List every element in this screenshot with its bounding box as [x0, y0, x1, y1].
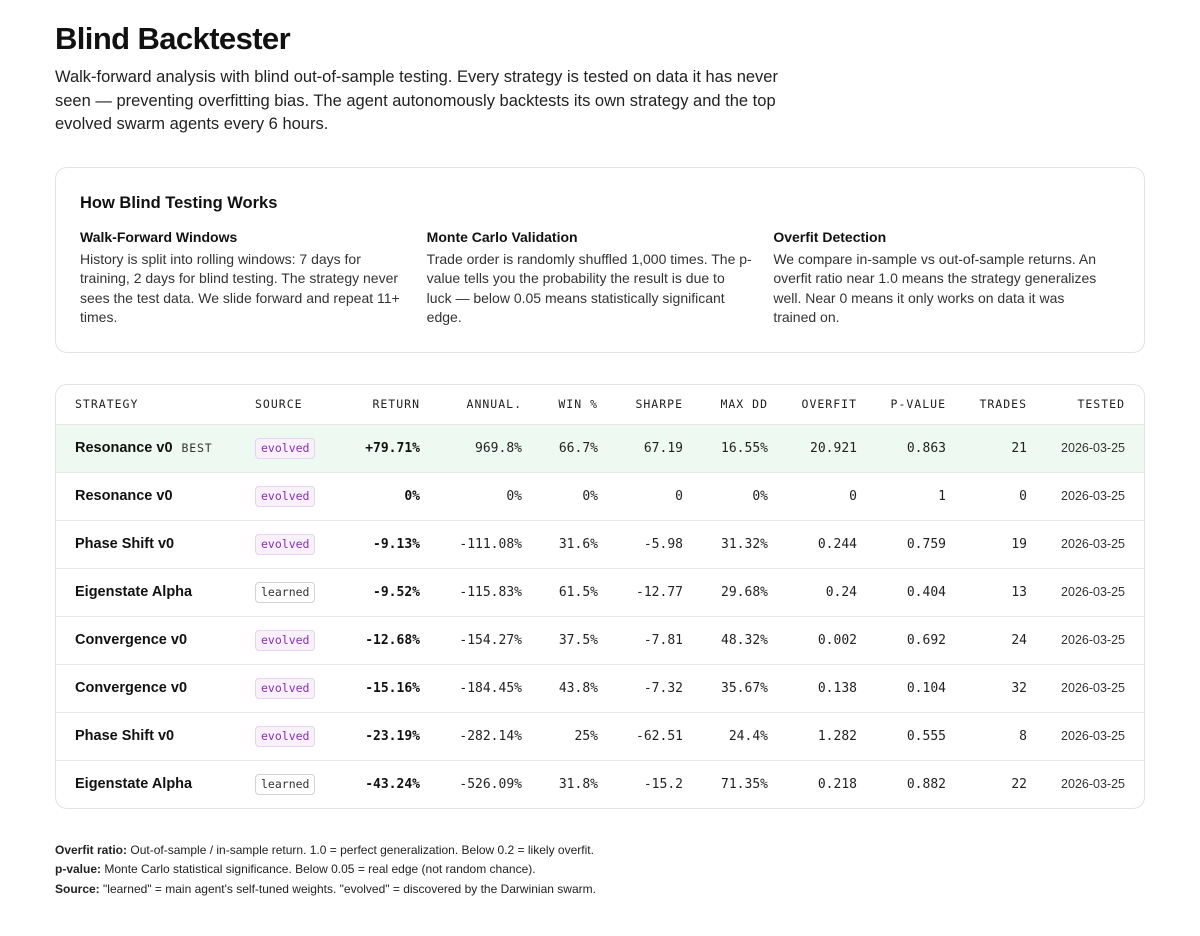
cell-trades: 13	[946, 568, 1027, 616]
column-text: History is split into rolling windows: 7 days for training, 2 days for blind testing. The strategy never sees the test data. We slide forward and repeat 11+ times.	[80, 250, 400, 325]
footnote-text: Monte Carlo statistical significance. Below 0.05 = real edge (not random chance).	[104, 862, 536, 876]
cell-source	[255, 472, 340, 520]
cell-sharpe: -7.81	[598, 616, 683, 664]
cell-tested: 2026-03-25	[1027, 568, 1144, 616]
cell-strategy	[56, 760, 255, 808]
cell-overfit: 0.138	[768, 664, 857, 712]
table-row[interactable]	[56, 712, 1144, 760]
cell-return: -12.68%	[340, 616, 420, 664]
cell-p-value: 0.404	[857, 568, 946, 616]
cell-source	[255, 568, 340, 616]
source-badge: evolved	[255, 726, 315, 747]
cell-max-dd: 48.32%	[683, 616, 768, 664]
cell-win: 66.7%	[522, 424, 598, 472]
best-tag: BEST	[181, 441, 213, 455]
cell-tested: 2026-03-25	[1027, 424, 1144, 472]
source-badge: evolved	[255, 486, 315, 507]
cell-sharpe: -15.2	[643, 776, 683, 792]
header-sharpe[interactable]: SHARPE	[598, 385, 683, 425]
source-badge: evolved	[255, 534, 315, 555]
cell-max-dd: 71.35%	[721, 776, 768, 792]
monte-carlo-column	[427, 229, 774, 328]
table-row[interactable]	[56, 520, 1144, 568]
strategy-name: Resonance v0	[75, 440, 173, 456]
cell-strategy	[56, 424, 255, 472]
cell-sharpe: -7.32	[598, 664, 683, 712]
cell-p-value: 0.882	[906, 776, 946, 792]
cell-win: 0%	[522, 472, 598, 520]
cell-overfit: 0.244	[768, 520, 857, 568]
cell-max-dd: 31.32%	[683, 520, 768, 568]
column-title: Monte Carlo Validation	[426, 228, 578, 245]
cell-annual: -282.14%	[420, 712, 522, 760]
source-badge: evolved	[255, 438, 315, 459]
footnote-text: Out-of-sample / in-sample return. 1.0 = perfect generalization. Below 0.2 = likely overfit.	[130, 842, 594, 857]
cell-strategy	[56, 616, 255, 664]
cell-source	[255, 664, 340, 712]
header-trades[interactable]: TRADES	[946, 385, 1027, 425]
cell-win: 31.6%	[522, 520, 598, 568]
cell-return: -15.16%	[340, 664, 420, 712]
cell-annual: 0%	[420, 472, 522, 520]
source-badge: learned	[255, 582, 315, 603]
header-annual[interactable]: ANNUAL.	[420, 385, 522, 425]
how-it-works-card	[55, 167, 1145, 353]
footnote-label: Source:	[55, 881, 100, 896]
cell-tested: 2026-03-25	[1027, 712, 1144, 760]
source-badge: evolved	[255, 630, 315, 651]
cell-p-value: 0.555	[857, 712, 946, 760]
cell-source	[255, 424, 340, 472]
cell-source	[255, 712, 340, 760]
cell-p-value: 0.692	[857, 616, 946, 664]
column-text: We compare in-sample vs out-of-sample returns. An overfit ratio near 1.0 means the strategy generalizes well. Near 0 means it only works on data it was trained on.	[773, 250, 1097, 325]
cell-trades: 0	[946, 472, 1027, 520]
page-title: Blind Backtester	[55, 21, 291, 56]
cell-return: +79.71%	[340, 424, 420, 472]
cell-win: 61.5%	[522, 568, 598, 616]
cell-strategy	[56, 520, 255, 568]
column-title: Overfit Detection	[773, 228, 887, 245]
cell-strategy	[56, 472, 255, 520]
header-tested[interactable]: TESTED	[1027, 385, 1144, 425]
cell-annual: -184.45%	[420, 664, 522, 712]
cell-return: 0%	[340, 472, 420, 520]
column-text: Trade order is randomly shuffled 1,000 times. The p-value tells you the probability the result is due to luck — below 0.05 means statistically significant edge.	[426, 250, 752, 325]
footnote-source	[55, 880, 1145, 900]
footnotes	[55, 841, 1145, 900]
strategy-name: Convergence v0	[75, 680, 188, 696]
strategy-name: Resonance v0	[75, 488, 173, 504]
cell-trades: 8	[946, 712, 1027, 760]
footnote-text: "learned" = main agent's self-tuned weights. "evolved" = discovered by the Darwinian swarm.	[103, 881, 596, 896]
cell-max-dd: 35.67%	[683, 664, 768, 712]
cell-return: -9.52%	[340, 568, 420, 616]
cell-return: -43.24%	[365, 776, 420, 792]
header-strategy[interactable]: STRATEGY	[56, 385, 255, 425]
cell-sharpe: -62.51	[598, 712, 683, 760]
header-max-dd[interactable]: MAX DD	[683, 385, 768, 425]
table-row[interactable]	[56, 472, 1144, 520]
cell-overfit: 1.282	[768, 712, 857, 760]
cell-overfit: 0.002	[768, 616, 857, 664]
cell-max-dd: 16.55%	[683, 424, 768, 472]
cell-win: 37.5%	[522, 616, 598, 664]
how-it-works-title: How Blind Testing Works	[80, 193, 278, 212]
cell-tested: 2026-03-25	[1061, 777, 1125, 791]
table-row[interactable]	[56, 424, 1144, 472]
cell-source	[255, 616, 340, 664]
table-body	[56, 424, 1144, 808]
cell-sharpe: -12.77	[598, 568, 683, 616]
strategy-name: Eigenstate Alpha	[75, 584, 193, 600]
cell-p-value: 0.104	[857, 664, 946, 712]
cell-p-value: 0.863	[857, 424, 946, 472]
cell-sharpe: 67.19	[598, 424, 683, 472]
footnote-label: p-value:	[55, 862, 102, 876]
page-intro: Walk-forward analysis with blind out-of-sample testing. Every strategy is tested on data it has never seen — preventing overfitting bias. The agent autonomously backtests its own strategy and the top evolved swarm agents every 6 hours.	[55, 68, 778, 133]
footnote-label: Overfit ratio:	[55, 842, 128, 857]
cell-return: -23.19%	[340, 712, 420, 760]
walk-forward-column	[80, 229, 427, 328]
footnote-overfit	[55, 841, 1145, 861]
column-title: Walk-Forward Windows	[80, 228, 238, 245]
table-row[interactable]	[56, 760, 1144, 808]
cell-source	[255, 520, 340, 568]
table-header-row	[56, 385, 1144, 425]
header-win[interactable]: WIN %	[522, 385, 598, 425]
cell-trades: 22	[1011, 776, 1027, 792]
cell-tested: 2026-03-25	[1027, 664, 1144, 712]
cell-trades: 24	[946, 616, 1027, 664]
header-overfit[interactable]: OVERFIT	[768, 385, 857, 425]
cell-win: 43.8%	[522, 664, 598, 712]
cell-annual: -526.09%	[459, 776, 522, 792]
cell-sharpe: -5.98	[598, 520, 683, 568]
cell-sharpe: 0	[598, 472, 683, 520]
cell-strategy	[56, 712, 255, 760]
cell-overfit: 20.921	[768, 424, 857, 472]
table-row[interactable]	[56, 616, 1144, 664]
cell-overfit: 0	[768, 472, 857, 520]
source-badge: learned	[255, 774, 315, 795]
table-row[interactable]	[56, 568, 1144, 616]
cell-annual: 969.8%	[420, 424, 522, 472]
cell-tested: 2026-03-25	[1027, 520, 1144, 568]
cell-overfit: 0.218	[817, 776, 857, 792]
results-table	[56, 385, 1144, 808]
strategy-name: Convergence v0	[75, 632, 188, 648]
header-source[interactable]: SOURCE	[255, 385, 340, 425]
cell-trades: 21	[946, 424, 1027, 472]
table-row[interactable]	[56, 664, 1144, 712]
cell-annual: -154.27%	[420, 616, 522, 664]
cell-trades: 19	[946, 520, 1027, 568]
cell-p-value: 0.759	[857, 520, 946, 568]
header-p-value[interactable]: P-VALUE	[857, 385, 946, 425]
cell-annual: -115.83%	[420, 568, 522, 616]
cell-max-dd: 24.4%	[683, 712, 768, 760]
cell-tested: 2026-03-25	[1027, 472, 1144, 520]
how-it-works-columns	[80, 229, 1120, 328]
cell-return: -9.13%	[340, 520, 420, 568]
results-table-card	[55, 384, 1145, 809]
cell-max-dd: 29.68%	[683, 568, 768, 616]
cell-p-value: 1	[857, 472, 946, 520]
footnote-p-value	[55, 860, 1145, 880]
cell-tested: 2026-03-25	[1027, 616, 1144, 664]
cell-annual: -111.08%	[420, 520, 522, 568]
strategy-name: Phase Shift v0	[75, 536, 175, 552]
cell-source	[255, 760, 340, 808]
strategy-name: Phase Shift v0	[75, 728, 175, 744]
cell-strategy	[56, 568, 255, 616]
source-badge: evolved	[255, 678, 315, 699]
overfit-detection-column	[773, 229, 1120, 328]
strategy-name: Eigenstate Alpha	[75, 776, 193, 792]
cell-trades: 32	[946, 664, 1027, 712]
cell-win: 25%	[522, 712, 598, 760]
cell-strategy	[56, 664, 255, 712]
cell-win: 31.8%	[558, 776, 598, 792]
cell-max-dd: 0%	[683, 472, 768, 520]
header-return[interactable]: RETURN	[340, 385, 420, 425]
cell-overfit: 0.24	[768, 568, 857, 616]
